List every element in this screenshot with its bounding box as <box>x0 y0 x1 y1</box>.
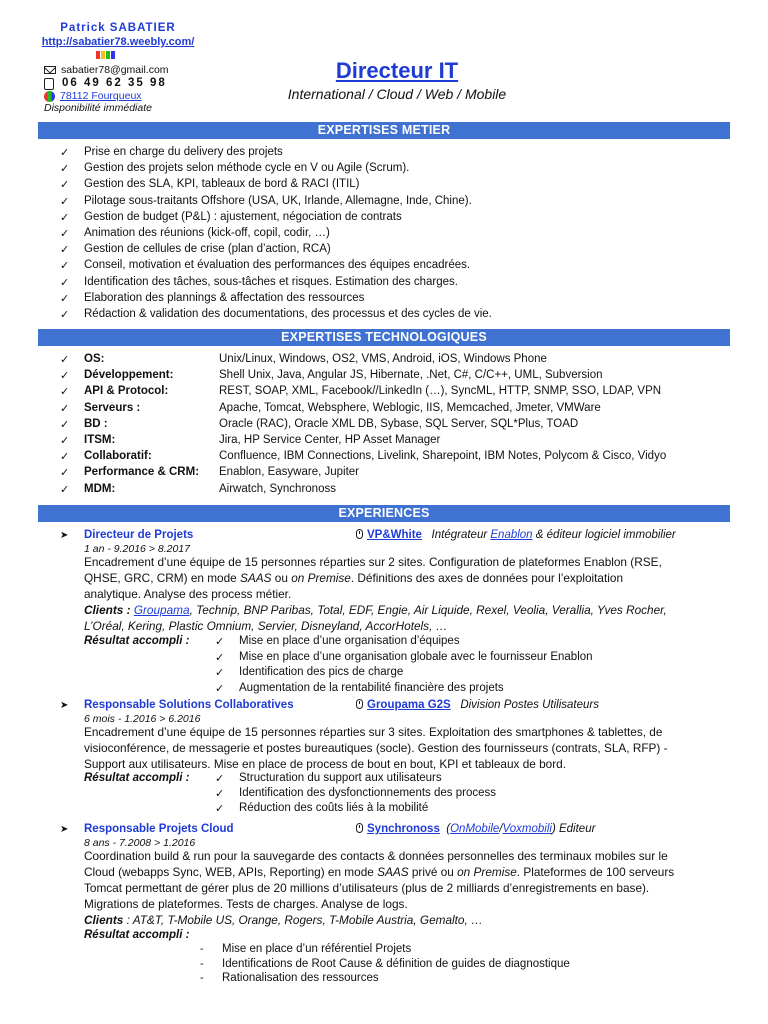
check-icon: ✓ <box>60 418 70 431</box>
check-icon: ✓ <box>60 260 70 273</box>
company-sublink[interactable]: Enablon <box>490 529 533 541</box>
section-header-techno: EXPERTISES TECHNOLOGIQUES <box>38 329 730 346</box>
company-link[interactable]: VP&White <box>367 529 422 541</box>
result-item: Mise en place d’un référentiel Projets <box>222 943 412 955</box>
desc-line: Tomcat permettant de gérer plus de 20 millions d’utilisateurs (plus de 2 milliards d’enregistrements en base). <box>84 881 650 895</box>
metier-item: Gestion des SLA, KPI, tableaux de bord & RACI (ITIL) <box>84 178 360 191</box>
result-item: Structuration du support aux utilisateurs <box>239 772 442 784</box>
tech-value: Shell Unix, Java, Angular JS, Hibernate, .Net, C#, C/C++, UML, Subversion <box>219 369 603 382</box>
job-title: Responsable Projets Cloud <box>84 823 234 835</box>
desc-line: Support aux utilisateurs. Mise en place de process de bout en bout, KPI et tableaux de bord. <box>84 757 567 771</box>
result-label: Résultat accompli : <box>84 929 190 941</box>
result-item: Identifications de Root Cause & définition de guides de diagnostique <box>222 957 570 970</box>
metier-item: Gestion de cellules de crise (plan d’action, RCA) <box>84 243 331 256</box>
check-icon: ✓ <box>60 451 70 464</box>
mouse-icon <box>356 699 363 709</box>
check-icon: ✓ <box>60 354 70 366</box>
tech-label: Serveurs : <box>84 401 141 414</box>
check-icon: ✓ <box>60 402 70 415</box>
mouse-icon <box>356 529 363 539</box>
check-icon: ✓ <box>60 195 70 208</box>
desc-line: Encadrement d’une équipe de 15 personnes réparties sur 3 sites. Exploitation des smartphones & tablettes, de <box>84 725 663 739</box>
check-icon: ✓ <box>60 163 70 176</box>
tech-label: Performance & CRM: <box>84 466 200 479</box>
tech-label: OS: <box>84 353 105 365</box>
tech-label: MDM: <box>84 482 116 495</box>
clients-line: Clients : Groupama, Technip, BNP Paribas, Total, EDF, Engie, Air Liquide, Rexel, Veolia, Verallia, Yves Rocher, <box>84 603 667 617</box>
result-label: Résultat accompli : <box>84 772 190 784</box>
website-link-text[interactable]: http://sabatier78.weebly.com/ <box>41 36 195 48</box>
tech-value: REST, SOAP, XML, Facebook//LinkedIn (…), SyncML, HTTP, SNMP, SSO, LDAP, VPN <box>219 385 662 398</box>
company-line <box>356 699 599 711</box>
check-icon: ✓ <box>215 788 225 800</box>
check-icon: ✓ <box>60 244 70 257</box>
check-icon: ✓ <box>60 309 70 321</box>
check-icon: ✓ <box>60 483 70 496</box>
tech-label: API & Protocol: <box>84 385 169 398</box>
check-icon: ✓ <box>215 667 225 679</box>
job-target-subtitle: International / Cloud / Web / Mobile <box>287 86 507 102</box>
location-link[interactable]: 78112 Fourqueux <box>60 90 142 102</box>
result-item: Mise en place d’une organisation globale avec le fournisseur Enablon <box>239 650 593 663</box>
job-duration: 1 an - 9.2016 > 8.2017 <box>84 543 190 555</box>
metier-item: Prise en charge du delivery des projets <box>84 146 283 158</box>
job-description <box>84 724 734 772</box>
check-icon: ✓ <box>215 636 225 648</box>
result-item: Identification des pics de charge <box>239 666 404 678</box>
mouse-icon <box>356 823 363 833</box>
tech-label: Collaboratif: <box>84 450 152 463</box>
company-sublink[interactable]: OnMobile <box>450 823 500 835</box>
company-desc: Intégrateur <box>431 529 491 541</box>
tech-label: Développement: <box>84 369 174 382</box>
check-icon: ✓ <box>60 386 70 399</box>
arrow-icon: ➤ <box>60 700 69 711</box>
availability-text: Disponibilité immédiate <box>44 102 152 114</box>
check-icon: ✓ <box>215 803 225 815</box>
metier-item: Elaboration des plannings & affectation des ressources <box>84 291 365 304</box>
clients-line: Clients : AT&T, T-Mobile US, Orange, Rogers, T-Mobile Austria, Gemalto, … <box>84 913 483 927</box>
result-item: Réduction des coûts liés à la mobilité <box>239 802 429 814</box>
desc-line: analytique. Analyse des process métier. <box>84 587 292 601</box>
website-link[interactable] <box>38 36 198 48</box>
candidate-name: Patrick SABATIER <box>60 22 176 34</box>
company-line: Synchronoss (OnMobile/Voxmobili) Editeur <box>356 823 595 835</box>
job-target-title: Directeur IT <box>335 58 459 83</box>
result-label: Résultat accompli : <box>84 635 190 647</box>
company-sublink[interactable]: Voxmobili <box>502 823 552 835</box>
desc-line: Migrations de plateformes. Tests de charges. Analyse de logs. <box>84 897 408 911</box>
title-block <box>0 58 768 102</box>
metier-item: Gestion de budget (P&L) : ajustement, négociation de contrats <box>84 210 402 223</box>
check-icon: ✓ <box>60 435 70 447</box>
job-duration: 6 mois - 1.2016 > 6.2016 <box>84 713 201 725</box>
check-icon: ✓ <box>215 682 225 695</box>
dash-icon: - <box>200 943 204 955</box>
job-duration: 8 ans - 7.2008 > 1.2016 <box>84 837 196 849</box>
desc-line: QHSE, GRC, CRM) en mode SAAS ou on Premise. Définitions des axes de données pour l’exploitation <box>84 571 624 585</box>
desc-line: Coordination build & run pour la sauvegarde des contacts & données personnelles des terminaux mobiles sur le <box>84 849 668 863</box>
result-item: Identification des dysfonctionnements des process <box>239 787 496 799</box>
desc-line: Cloud (webapps Sync, WEB, APIs, Reporting) en mode SAAS privé ou on Premise. Plateformes de 100 serveurs <box>84 865 675 879</box>
check-icon: ✓ <box>215 651 225 664</box>
client-link[interactable]: Groupama <box>133 603 190 617</box>
check-icon: ✓ <box>60 211 70 224</box>
tech-value: Airwatch, Synchronoss <box>219 482 336 495</box>
section-header-experiences: EXPERIENCES <box>38 505 730 522</box>
result-item: Augmentation de la rentabilité financière des projets <box>239 681 504 694</box>
metier-item: Gestion des projets selon méthode cycle en V ou Agile (Scrum). <box>84 162 410 175</box>
check-icon: ✓ <box>60 228 70 240</box>
result-item: Mise en place d’une organisation d’équipes <box>239 635 460 647</box>
check-icon: ✓ <box>60 179 70 192</box>
metier-item: Conseil, motivation et évaluation des performances des équipes encadrées. <box>84 259 471 272</box>
check-icon: ✓ <box>60 276 70 289</box>
phone-text: 06 49 62 35 98 <box>62 77 167 89</box>
dash-icon: - <box>200 972 204 984</box>
tech-label: BD : <box>84 417 108 430</box>
job-description <box>84 554 734 634</box>
tech-value: Jira, HP Service Center, HP Asset Manager <box>219 434 441 446</box>
tech-value: Confluence, IBM Connections, Livelink, Sharepoint, IBM Notes, Polycom & Cisco, Vidyo <box>219 450 667 463</box>
tech-label: ITSM: <box>84 434 116 446</box>
job-description <box>84 848 734 928</box>
desc-line: Encadrement d’une équipe de 15 personnes réparties sur 2 sites. Configuration de plateformes Enablon (RSE, <box>84 555 662 569</box>
section-header-metier: EXPERTISES METIER <box>38 122 730 139</box>
metier-item: Rédaction & validation des documentations, des processus et des cycles de vie. <box>84 308 492 320</box>
company-link[interactable]: Groupama G2S <box>367 699 451 711</box>
metier-item: Pilotage sous-traitants Offshore (USA, UK, Irlande, Allemagne, Inde, Chine). <box>84 194 472 207</box>
dash-icon: - <box>200 957 204 970</box>
clients-line: L’Oréal, Kering, Plastic Omnium, Servier, Disneyland, AccorHotels, … <box>84 619 448 633</box>
check-icon: ✓ <box>60 370 70 383</box>
tech-value: Apache, Tomcat, Websphere, Weblogic, IIS, Memcached, Jmeter, VMWare <box>219 401 601 414</box>
desc-line: visioconférence, de messagerie et postes bureautiques (socle). Gestion des fournisseurs (contrats, SLA, RFP) - <box>84 741 668 755</box>
check-icon: ✓ <box>215 773 225 785</box>
arrow-icon: ➤ <box>60 824 69 835</box>
company-line <box>356 529 676 541</box>
check-icon: ✓ <box>60 147 70 159</box>
result-item: Rationalisation des ressources <box>222 972 379 984</box>
company-link[interactable]: Synchronoss <box>367 823 440 835</box>
tech-value: Unix/Linux, Windows, OS2, VMS, Android, iOS, Windows Phone <box>219 353 547 365</box>
tech-value: Oracle (RAC), Oracle XML DB, Sybase, SQL Server, SQL*Plus, TOAD <box>219 417 579 430</box>
job-title: Responsable Solutions Collaboratives <box>84 699 294 711</box>
company-desc-rest: & éditeur logiciel immobilier <box>532 529 676 541</box>
email-text: sabatier78@gmail.com <box>61 64 169 76</box>
metier-item: Identification des tâches, sous-tâches et risques. Estimation des charges. <box>84 275 458 288</box>
job-title: Directeur de Projets <box>84 529 194 541</box>
check-icon: ✓ <box>60 467 70 480</box>
arrow-icon: ➤ <box>60 530 69 541</box>
tech-value: Enablon, Easyware, Jupiter <box>219 466 359 479</box>
check-icon: ✓ <box>60 292 70 305</box>
metier-item: Animation des réunions (kick-off, copil, codir, …) <box>84 227 330 239</box>
company-desc: Division Postes Utilisateurs <box>460 699 599 711</box>
